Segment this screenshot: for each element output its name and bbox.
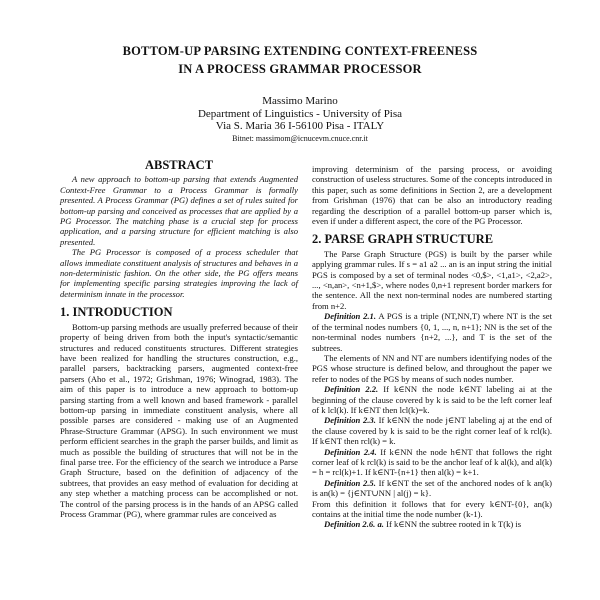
definition-2-3-label: Definition 2.3. bbox=[324, 415, 376, 426]
definition-2-4-text: If k∈NN the node h∈NT that follows the right corner leaf of k rcl(k) is said to be the anchor leaf of k al(k), and al(k) = h = rcl(k)+1. If k∈NT-{n+1} then al(k) = k+1. bbox=[312, 446, 552, 478]
author-affiliation: Department of Linguistics - University of Pisa bbox=[197, 107, 403, 120]
definition-2-6 bbox=[312, 519, 552, 529]
definition-2-2-text: If k∈NN the node k∈NT labeling ai at the beginning of the clause covered by k is said to be the left corner leaf of k lcl(k). If k∈NT then lcl(k)=k. bbox=[312, 384, 553, 415]
section-1-text: Bottom-up parsing methods are usually preferred because of their property of being driven from both the input's syntactic/semantic structures and reduced constituents structures. Different strategies have been realized for handling the structures construction, e.g., parallel parsers, backtracking parsers, augmented context-free parsers (Aho et al., 1972; Grishman, 1976; Winograd, 1983). The aim of this paper is to introduce a new approach to bottom-up parsing starting from a well known and based framework - parallel bottom-up parsing in immediate constituent analysis, where all possible parses are considered - making use of an Augmented Phrase-Structure Grammar (APSG). In such environment we must perform efficient searches in the graph the parser builds, and limit as much as possible the building of structures that will not be in the final parse tree. For the efficiency of the search we introduce a Parse Graph Structure, based on the definition of adjacency of the subtrees, that provides an easy method of evaluation for deciding at any step whether a matching process can be accomplished or not. The control of the parsing process is in the hands of an APSG called Process Grammar (PG), where grammar rules are conceived as bbox=[60, 321, 298, 519]
paper-title-line-2: IN A PROCESS GRAMMAR PROCESSOR bbox=[178, 62, 422, 76]
right-column bbox=[312, 164, 552, 530]
abstract-paragraph-2: The PG Processor is composed of a process scheduler that allows immediate constituent analysis of structures and behaves in a non-deterministic fashion. On the other side, the PG offers means for implementing specific parsing strategies improving the lack of determinism innate in the processor. bbox=[60, 247, 298, 299]
definition-2-2 bbox=[312, 384, 552, 415]
section-2-text: The Parse Graph Structure (PGS) is built by the parser while applying grammar rules. If s = a1 a2 ... an is an input string the initial PGS is composed by a set of terminal nodes <0,$>, <1,a1>, <2,a2>, ..., <n,an>, <n+1,$>, where nodes 0,n+1 represent border markers for the sentence. All the next non-terminal nodes are numbered starting from n+2. bbox=[312, 248, 552, 311]
author-email: Bitnet: massimom@icnucevm.cnuce.cnr.it bbox=[232, 133, 368, 143]
author-block bbox=[0, 95, 600, 145]
abstract-heading: ABSTRACT bbox=[144, 158, 214, 172]
section-2-heading: 2. PARSE GRAPH STRUCTURE bbox=[312, 232, 494, 247]
definition-2-1-text: A PGS is a triple (NT,NN,T) where NT is the set of the terminal nodes numbers {0, 1, ..., n, n+1}; NN is the set of the non-terminal nodes numbers {n+2, ...}, and T is the set of the subtrees. bbox=[312, 311, 553, 353]
definition-2-4 bbox=[312, 447, 552, 478]
definition-2-1-label: Definition 2.1. bbox=[324, 311, 376, 322]
section-1-heading: 1. INTRODUCTION bbox=[60, 305, 173, 320]
abstract-paragraph-1: A new approach to bottom-up parsing that extends Augmented Context-Free Grammar to a Process Grammar is formally presented. A Process Grammar (PG) defines a set of rules suited for bottom-up parsing and conceived as processes that are applied by a PG Processor. The matching phase is a crucial step for process application, and a parsing structure for efficient matching is also presented. bbox=[60, 174, 298, 247]
left-column bbox=[60, 160, 298, 519]
definition-2-5-label: Definition 2.5. bbox=[324, 477, 376, 488]
definition-paragraph: The elements of NN and NT are numbers identifying nodes of the PGS whose structure is defined below, and throughout the paper we refer to nodes of the PGS by means of such nodes number. bbox=[312, 352, 552, 384]
definition-2-6-text: If k∈NN the subtree rooted in k T(k) is bbox=[386, 519, 522, 530]
definition-followup: From this definition it follows that for every k∈NT-{0}, an(k) contains at the initial time the node number (k-1). bbox=[312, 498, 552, 519]
definition-2-5-text: If k∈NT the set of the anchored nodes of k an(k) is an(k) = {j∈NT∪NN | al(j) = k}. bbox=[312, 477, 553, 499]
paper-title-line-1: BOTTOM-UP PARSING EXTENDING CONTEXT-FREENESS bbox=[122, 44, 478, 58]
definition-2-2-label: Definition 2.2. bbox=[324, 384, 379, 395]
right-intro-text: improving determinism of the parsing process, or avoiding construction of useless structures. Some of the concepts introduced in this paper, such as some definitions in Section 2, are a development from Grishman (1976) that can be also an introductory reading regarding the description of a parallel bottom-up parser which is, even if under a different aspect, the core of the PG Processor. bbox=[312, 164, 552, 227]
author-address: Via S. Maria 36 I-56100 Pisa - ITALY bbox=[215, 120, 385, 132]
definition-2-4-label: Definition 2.4. bbox=[324, 446, 377, 457]
definition-2-3-text: If k∈NN the node j∈NT labeling aj at the end of the clause covered by k is said to be the right corner leaf of k rcl(k). If k∈NT then rcl(k) = k. bbox=[312, 415, 552, 447]
definition-2-6-label: Definition 2.6. a. bbox=[324, 519, 384, 530]
author-name: Massimo Marino bbox=[262, 95, 338, 107]
definition-2-5 bbox=[312, 478, 552, 499]
definition-2-1 bbox=[312, 311, 552, 353]
definition-2-3 bbox=[312, 415, 552, 446]
